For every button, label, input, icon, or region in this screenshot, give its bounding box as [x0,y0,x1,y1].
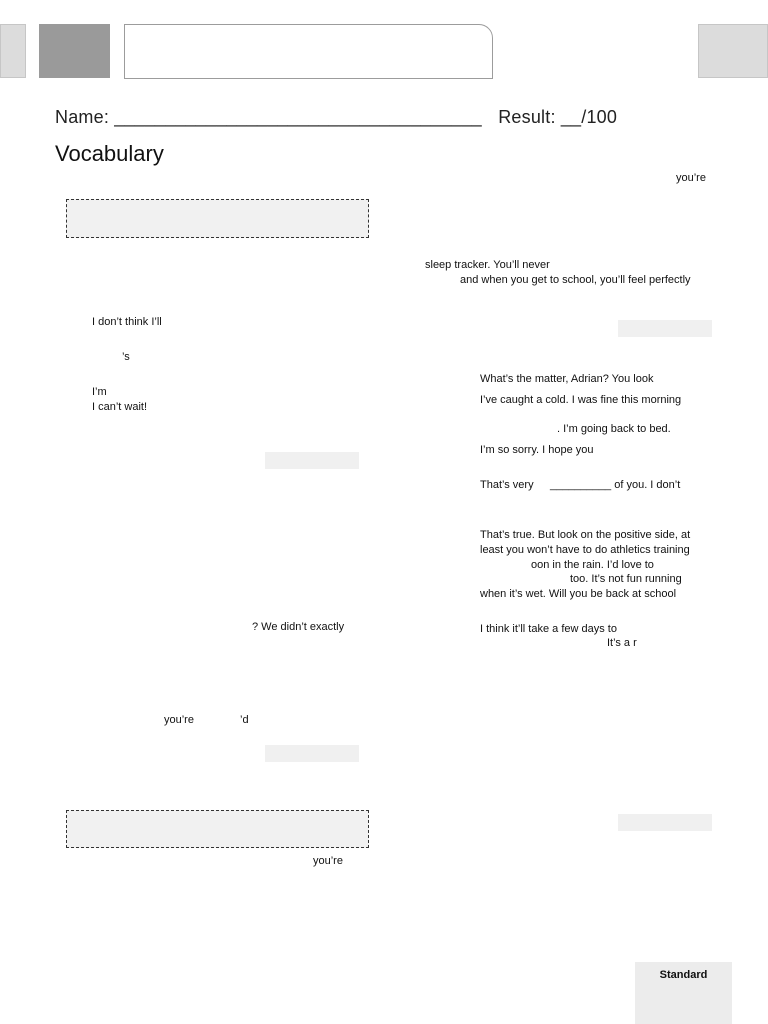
name-result-line [55,106,617,128]
dialogue-line: . I’m going back to bed. [557,423,671,435]
dialogue-line: What’s the matter, Adrian? You look [480,373,654,385]
word-box-2 [66,810,369,848]
dialogue-line: oon in the rain. I’d love to [531,559,654,571]
dialogue-line: I think it’ll take a few days to [480,623,617,635]
dialogue-line: That’s true. But look on the positive side, at [480,529,691,541]
text-line: I don’t think I’ll [92,316,162,328]
text-line: ’s [122,351,130,363]
text-line: I’m [92,386,107,398]
dialogue-line: least you won’t have to do athletics training [480,544,690,556]
header-tab-left [0,24,26,78]
text-line: and when you get to school, you’ll feel perfectly [460,274,691,286]
header-unit-block [39,24,110,78]
text-line: you’re [313,855,343,867]
dialogue-line: when it’s wet. Will you be back at school [480,588,677,600]
answer-field-2[interactable] [265,452,359,469]
word-box-1 [66,199,369,238]
answer-field-4[interactable] [618,814,712,831]
level-badge-label: Standard [659,969,708,981]
result-label: Result: __/100 [498,107,618,127]
text-line: I can’t wait! [92,401,148,413]
text-line: ? We didn’t exactly [252,621,345,633]
text-line: sleep tracker. You’ll never [425,259,550,271]
header-tab-right [698,24,768,78]
name-label: Name: ____________________________________ [55,107,482,127]
section-title: Vocabulary [55,141,164,166]
dialogue-line: I’ve caught a cold. I was fine this morning [480,394,682,406]
header-title-box [124,24,493,79]
text-line: you’re [676,172,706,184]
dialogue-line: too. It’s not fun running [570,573,682,585]
dialogue-line-blank: __________ of you. I don’t [550,479,681,491]
dialogue-line: It’s a r [607,637,637,649]
text-line: ’d [240,714,249,726]
answer-field-1[interactable] [618,320,712,337]
answer-field-3[interactable] [265,745,359,762]
level-badge [635,962,732,1024]
dialogue-line: That’s very [480,479,534,491]
text-line: you’re [164,714,194,726]
dialogue-line: I’m so sorry. I hope you [480,444,594,456]
